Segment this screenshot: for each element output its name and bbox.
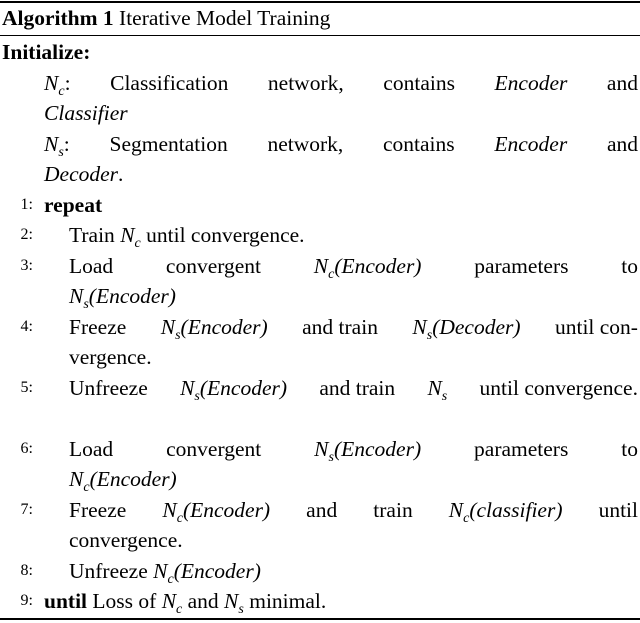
bottom-rule — [0, 618, 640, 620]
algorithm-title: Iterative Model Training — [119, 6, 331, 30]
caption-rule — [0, 35, 640, 36]
initialize-heading: Initialize: — [2, 40, 91, 64]
step-7: 7: Freeze $N_c(Encoder)$ and train $N_c(classifier)$ until — [20, 498, 638, 526]
step-4-cont: vergence. — [69, 345, 152, 369]
step-9: 9: until Loss of $N_c$ and $N_s$ minimal. — [20, 589, 327, 617]
init-nc-cont: Classifier — [44, 101, 128, 125]
algorithm-label: Algorithm 1 — [2, 6, 114, 30]
step-6-cont: $N_c(Encoder)$ — [69, 467, 177, 495]
step-4: 4: Freeze $N_s(Encoder)$ and train $N_s(Decoder)$ until con- — [20, 315, 638, 343]
step-7-cont: convergence. — [69, 528, 183, 552]
step-3: 3: Load convergent $N_c(Encoder)$ parameters to — [20, 254, 638, 282]
step-8: 8: Unfreeze $N_c(Encoder)$ — [20, 559, 261, 587]
step-2: 2: Train $N_c$ until convergence. — [20, 223, 305, 251]
init-ns-line: $N_s$: Segmentation network, contains Encoder and — [44, 132, 638, 160]
init-ns-cont: Decoder. — [44, 162, 124, 186]
init-nc-line: $N_c$: Classification network, contains Encoder and — [44, 71, 638, 99]
algorithm-caption — [0, 3, 640, 33]
step-5: 5: Unfreeze $N_s(Encoder)$ and train $N_s$ until convergence. — [20, 376, 638, 404]
step-1: 1: repeat — [20, 193, 103, 217]
step-3-cont: $N_s(Encoder)$ — [69, 284, 176, 312]
step-6: 6: Load convergent $N_s(Encoder)$ parameters to — [20, 437, 638, 465]
